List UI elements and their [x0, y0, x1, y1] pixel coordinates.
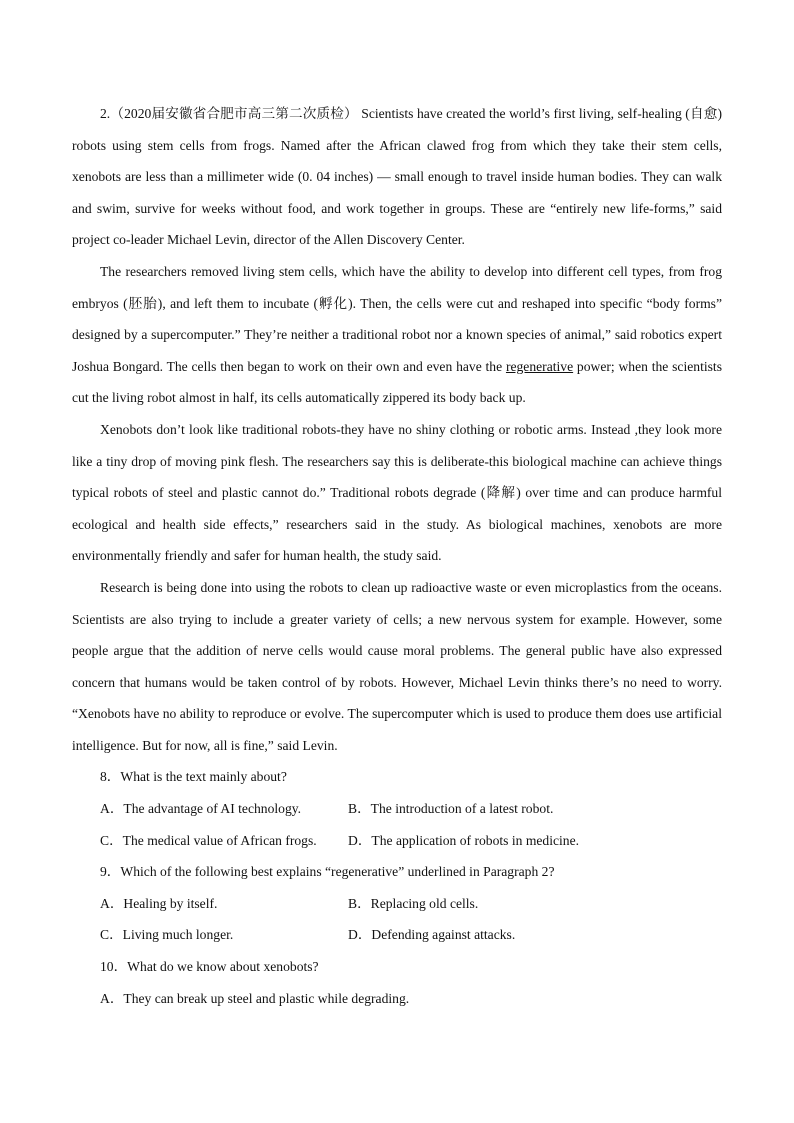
question-9-option-d: D．Defending against attacks. — [348, 927, 516, 943]
question-9-options-row-1 — [72, 888, 722, 920]
question-9-options-row-2 — [72, 919, 722, 951]
question-source: （2020届安徽省合肥市高三第二次质检） — [110, 106, 358, 121]
question-10-options-row-1 — [72, 983, 722, 1015]
paragraph-3: Xenobots don’t look like traditional robots-they have no shiny clothing or robotic arms. Instead ,they look more like a tiny drop of moving pink flesh. The researchers say this is deliberate-this biological machine can achieve things typical robots of steel and plastic cannot do.” Traditional robots degrade (降解) over time and can produce harmful ecological and health side effects,” researchers said in the study. As biological machines, xenobots are more environmentally friendly and safer for human health, the study said. — [72, 421, 722, 564]
question-8-options-row-2 — [72, 825, 722, 857]
question-8-option-d: D．The application of robots in medicine. — [348, 832, 580, 848]
paragraph-2-text-before: The researchers removed living stem cells, which have the ability to develop into different cell types, from frog embryos (胚胎), and left them to incubate (孵化). Then, the cells were cut and reshaped into specific “body forms” designed by a supercomputer.” They’re neither a traditional robot nor a known species of animal,” said robotics expert Joshua Bongard. The cells then began to work on their own and even have the — [72, 263, 722, 374]
question-8-option-b: B．The introduction of a latest robot. — [348, 801, 554, 817]
underlined-word: regenerative — [505, 358, 574, 374]
question-8-stem: 8．What is the text mainly about? — [100, 769, 287, 785]
paragraph-2-text-after: power; when the scientists cut the living robot almost in half, its cells automatically zippered its body back up. — [72, 358, 722, 406]
question-9-option-b: B．Replacing old cells. — [348, 895, 479, 911]
question-9-stem: 9．Which of the following best explains “regenerative” underlined in Paragraph 2? — [100, 864, 555, 880]
question-8-option-a: A．The advantage of AI technology. — [100, 801, 302, 817]
question-8-options-row-1 — [72, 793, 722, 825]
question-10-stem: 10．What do we know about xenobots? — [100, 959, 319, 975]
question-10-option-a: A．They can break up steel and plastic while degrading. — [100, 990, 410, 1006]
question-9-option-c: C．Living much longer. — [100, 927, 234, 943]
paragraph-1 — [72, 98, 722, 256]
question-9-option-a: A．Healing by itself. — [100, 895, 218, 911]
question-number: 2. — [100, 106, 111, 121]
question-8-option-c: C．The medical value of African frogs. — [100, 832, 317, 848]
paragraph-1-text: Scientists have created the world’s first living, self-healing (自愈) robots using stem cells from frogs. Named after the African clawed frog from which they take their stem cells, xenobots are less than a millimeter wide (0. 04 inches) — small enough to travel inside human bodies. They can walk and swim, survive for weeks without food, and work together in groups. These are “entirely new life-forms,” said project co-leader Michael Levin, director of the Allen Discovery Center. — [72, 106, 723, 248]
paragraph-4: Research is being done into using the robots to clean up radioactive waste or even microplastics from the oceans. Scientists are also trying to include a greater variety of cells; a new nervous system for example. However, some people argue that the addition of nerve cells would cause moral problems. The general public have also expressed concern that humans would be taken control of by robots. However, Michael Levin thinks there’s no need to worry. “Xenobots have no ability to reproduce or evolve. The supercomputer which is used to produce them does use artificial intelligence. But for now, all is fine,” said Levin. — [72, 579, 722, 753]
paragraph-2 — [72, 256, 722, 414]
